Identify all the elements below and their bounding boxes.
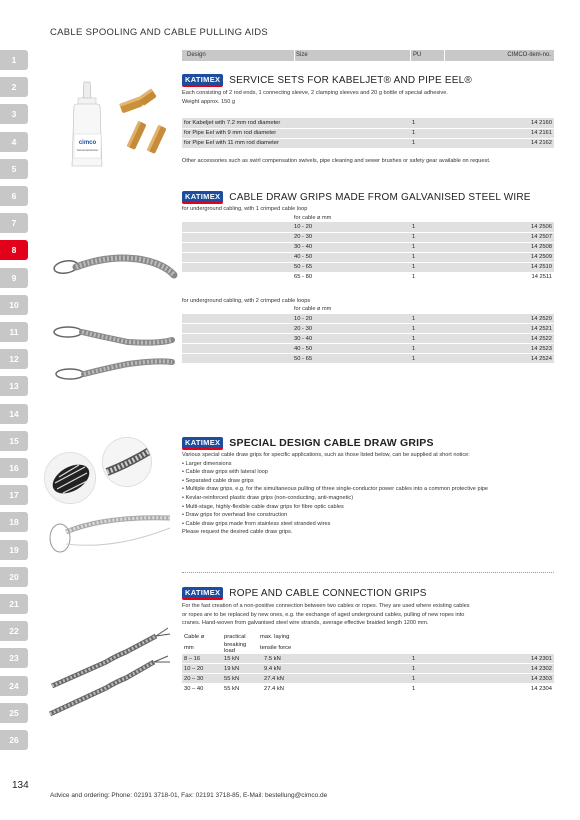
table-row xyxy=(182,232,554,242)
cell-item: 14 2303 xyxy=(446,674,554,684)
chapter-tab-15[interactable]: 15 xyxy=(0,431,28,451)
cell-size: for Kabeljet with 7.2 mm rod diameter xyxy=(182,118,410,128)
special-grip-closeup-2 xyxy=(102,437,152,487)
chapter-tab-24[interactable]: 24 xyxy=(0,676,28,696)
cell-cable: 20 – 30 xyxy=(182,674,222,684)
chapter-tab-9[interactable]: 9 xyxy=(0,268,28,288)
weight: Weight approx. 150 g xyxy=(182,98,236,105)
for-cable-label: for cable ø mm xyxy=(294,214,332,221)
section-cable-draw-grips xyxy=(182,190,554,364)
cell-item: 14 2524 xyxy=(444,354,554,364)
cell-load: 55 kN xyxy=(222,674,258,684)
column-header xyxy=(182,50,554,61)
cell-size: 20 - 30 xyxy=(292,324,410,334)
cell-size: 10 - 20 xyxy=(292,314,410,324)
cell-item: 14 2508 xyxy=(444,242,554,252)
bullet-item: • Larger dimensions xyxy=(182,460,232,467)
table-row xyxy=(182,674,554,684)
chapter-tab-26[interactable]: 26 xyxy=(0,730,28,750)
katimex-logo: KATIMEX xyxy=(182,437,223,450)
connection-grip-image xyxy=(46,622,174,718)
description: Each consisting of 2 rod ends, 1 connecting sleeve, 2 clamping sleeves and 20 g bottle of special adhesive. xyxy=(182,90,448,96)
cell-pu: 1 xyxy=(410,118,444,128)
intro: Various special cable draw grips for specific applications, such as those listed below, can be supplied at short notice: xyxy=(182,452,470,458)
description-line-3: cranes. Hand-woven from galvanised steel wire strands, average effective braided length 1200 mm. xyxy=(182,620,429,627)
table-row xyxy=(182,664,554,674)
cell-item: 14 2509 xyxy=(444,252,554,262)
bullet-item: • Cable draw grips made from stainless steel stranded wires xyxy=(182,520,331,527)
description-line-1: For the fast creation of a non-positive connection between two cables or ropes. They are used where existing cables xyxy=(182,603,470,609)
katimex-logo: KATIMEX xyxy=(182,74,223,87)
cell-item: 14 2506 xyxy=(444,222,554,232)
bullet-item: • Kevlar-reinforced plastic draw grips (non-conducting, anti-magnetic) xyxy=(182,494,354,501)
cell-size: 65 - 80 xyxy=(292,272,410,282)
cell-force: 27.4 kN xyxy=(258,674,410,684)
chapter-tab-3[interactable]: 3 xyxy=(0,104,28,124)
table-row xyxy=(182,262,554,272)
chapter-tab-11[interactable]: 11 xyxy=(0,322,28,342)
cell-pu: 1 xyxy=(410,242,444,252)
cell-item: 14 2522 xyxy=(444,334,554,344)
cell-item: 14 2511 xyxy=(444,272,554,282)
cell-size: 40 - 50 xyxy=(292,344,410,354)
cell-size: 30 - 40 xyxy=(292,334,410,344)
head-cable-unit: mm xyxy=(184,644,194,651)
cell-pu: 1 xyxy=(410,664,446,674)
table-row xyxy=(182,684,554,694)
cell-force: 27.4 kN xyxy=(258,684,410,694)
page-title: CABLE SPOOLING AND CABLE PULLING AIDS xyxy=(50,27,269,38)
service-set-image xyxy=(60,80,170,170)
cell-size: 50 - 65 xyxy=(292,262,410,272)
service-set-table xyxy=(182,118,554,149)
section-connection-grips xyxy=(182,586,554,694)
cell-size: 20 - 30 xyxy=(292,232,410,242)
cell-pu: 1 xyxy=(410,324,444,334)
chapter-tab-21[interactable]: 21 xyxy=(0,594,28,614)
col-design: Design xyxy=(187,51,206,58)
table-row xyxy=(182,314,554,324)
table-row xyxy=(182,252,554,262)
katimex-logo: KATIMEX xyxy=(182,587,223,600)
chapter-tab-8[interactable]: 8 xyxy=(0,240,28,260)
double-loop-grip-image xyxy=(48,318,178,388)
cell-pu: 1 xyxy=(410,252,444,262)
cell-load: 15 kN xyxy=(222,654,258,664)
bottle-sublabel: Sekundenkleber xyxy=(76,148,99,152)
cell-size: 50 - 65 xyxy=(292,354,410,364)
bullet-item: • Draw grips for overhead line construction xyxy=(182,512,288,519)
cell-size: 10 - 20 xyxy=(292,222,410,232)
outro: Please request the desired cable draw grips. xyxy=(182,529,293,536)
cell-cable: 10 – 20 xyxy=(182,664,222,674)
chapter-tab-7[interactable]: 7 xyxy=(0,213,28,233)
chapter-tab-2[interactable]: 2 xyxy=(0,77,28,97)
subheading-single-loop: for underground cabling, with 1 crimped cable loop xyxy=(182,206,308,212)
chapter-tab-4[interactable]: 4 xyxy=(0,132,28,152)
head-force: max. laying xyxy=(260,633,290,640)
head-force-unit: tensile force xyxy=(260,644,292,651)
table-row xyxy=(182,654,554,664)
table-row xyxy=(182,324,554,334)
cell-pu: 1 xyxy=(410,222,444,232)
section-service-sets xyxy=(182,73,554,165)
cell-cable: 8 – 16 xyxy=(182,654,222,664)
cell-item: 14 2302 xyxy=(446,664,554,674)
table-row xyxy=(182,272,554,282)
table-row xyxy=(182,242,554,252)
table-row xyxy=(182,128,554,138)
chapter-tab-25[interactable]: 25 xyxy=(0,703,28,723)
chapter-tab-23[interactable]: 23 xyxy=(0,648,28,668)
accessories-note: Other accessories such as swirl compensation swivels, pipe cleaning and sewer brushes or safety gear available on request. xyxy=(182,157,491,164)
col-item: CIMCO-item-no. xyxy=(507,51,551,58)
special-grip-closeup-1 xyxy=(44,452,96,504)
cell-item: 14 2301 xyxy=(446,654,554,664)
table-row xyxy=(182,222,554,232)
table-row xyxy=(182,118,554,128)
table-row xyxy=(182,334,554,344)
footer-contact: Advice and ordering: Phone: 02191 3718-01, Fax: 02191 3718-85, E-Mail: bestellung@cimco.de xyxy=(50,792,328,799)
table-row xyxy=(182,354,554,364)
cell-size: 30 - 40 xyxy=(292,242,410,252)
bullet-item: • Multi-stage, highly-flexible cable draw grips for fibre optic cables xyxy=(182,503,344,510)
cell-item: 14 2160 xyxy=(444,118,554,128)
cell-pu: 1 xyxy=(410,344,444,354)
chapter-tab-22[interactable]: 22 xyxy=(0,621,28,641)
chapter-tab-17[interactable]: 17 xyxy=(0,485,28,505)
subheading-double-loop: for underground cabling, with 2 crimped cable loops xyxy=(182,297,311,304)
cell-size: 40 - 50 xyxy=(292,252,410,262)
cell-size: for Pipe Eel with 9 mm rod diameter xyxy=(182,128,410,138)
katimex-logo: KATIMEX xyxy=(182,191,223,204)
chapter-tab-14[interactable]: 14 xyxy=(0,404,28,424)
cell-pu: 1 xyxy=(410,272,444,282)
bullet-item: • Cable draw grips with lateral loop xyxy=(182,469,268,476)
cell-pu: 1 xyxy=(410,334,444,344)
head-load-unit: breaking load xyxy=(224,641,247,654)
bullet-item: • Separated cable draw grips xyxy=(182,477,254,484)
col-pu: PU xyxy=(413,51,422,58)
cell-item: 14 2161 xyxy=(444,128,554,138)
col-size: Size xyxy=(296,51,308,58)
cell-pu: 1 xyxy=(410,314,444,324)
cell-item: 14 2510 xyxy=(444,262,554,272)
cell-cable: 30 – 40 xyxy=(182,684,222,694)
page-number: 134 xyxy=(12,780,29,791)
cell-pu: 1 xyxy=(410,128,444,138)
cell-item: 14 2507 xyxy=(444,232,554,242)
table-row xyxy=(182,138,554,148)
special-grip-image xyxy=(44,508,176,558)
cell-force: 7.5 kN xyxy=(258,654,410,664)
section-title: SPECIAL DESIGN CABLE DRAW GRIPS xyxy=(229,437,434,449)
section-special-design xyxy=(182,436,554,537)
bottle-label: cimco xyxy=(78,140,97,146)
head-load: practical xyxy=(224,633,246,640)
section-divider xyxy=(182,572,554,573)
section-title: SERVICE SETS FOR KABELJET® AND PIPE EEL® xyxy=(229,74,472,86)
cell-pu: 1 xyxy=(410,674,446,684)
chapter-tab-10[interactable]: 10 xyxy=(0,295,28,315)
cell-item: 14 2304 xyxy=(446,684,554,694)
chapter-tab-16[interactable]: 16 xyxy=(0,458,28,478)
table-row xyxy=(182,344,554,354)
chapter-tab-13[interactable]: 13 xyxy=(0,376,28,396)
cell-item: 14 2520 xyxy=(444,314,554,324)
cell-pu: 1 xyxy=(410,654,446,664)
cell-pu: 1 xyxy=(410,232,444,242)
chapter-tab-18[interactable]: 18 xyxy=(0,512,28,532)
chapter-tab-20[interactable]: 20 xyxy=(0,567,28,587)
cell-pu: 1 xyxy=(410,354,444,364)
for-cable-label: for cable ø mm xyxy=(294,306,332,313)
cell-pu: 1 xyxy=(410,138,444,148)
cell-size: for Pipe Eel with 11 mm rod diameter xyxy=(182,138,410,148)
description-line-2: or ropes are to be replaced by new ones, e.g. the exchange of aged underground cables, pulling of new ropes into xyxy=(182,611,465,618)
cell-item: 14 2523 xyxy=(444,344,554,354)
chapter-tab-1[interactable]: 1 xyxy=(0,50,28,70)
cell-load: 19 kN xyxy=(222,664,258,674)
chapter-tab-6[interactable]: 6 xyxy=(0,186,28,206)
chapter-tab-19[interactable]: 19 xyxy=(0,540,28,560)
cell-pu: 1 xyxy=(410,684,446,694)
double-loop-table xyxy=(182,314,554,365)
single-loop-table xyxy=(182,222,554,283)
cell-item: 14 2162 xyxy=(444,138,554,148)
cell-item: 14 2521 xyxy=(444,324,554,334)
chapter-tab-5[interactable]: 5 xyxy=(0,159,28,179)
cell-pu: 1 xyxy=(410,262,444,272)
cell-force: 9.4 kN xyxy=(258,664,410,674)
section-title: CABLE DRAW GRIPS MADE FROM GALVANISED STEEL WIRE xyxy=(229,191,531,203)
single-loop-grip-image xyxy=(48,245,178,290)
section-title: ROPE AND CABLE CONNECTION GRIPS xyxy=(229,587,427,599)
cell-load: 55 kN xyxy=(222,684,258,694)
connection-grip-table xyxy=(182,632,554,695)
bullet-item: • Multiple draw grips, e.g. for the simultaneous pulling of three single-conductor power cables into a common protective pipe xyxy=(182,486,489,493)
chapter-tab-12[interactable]: 12 xyxy=(0,349,28,369)
head-cable: Cable ø xyxy=(184,633,205,640)
